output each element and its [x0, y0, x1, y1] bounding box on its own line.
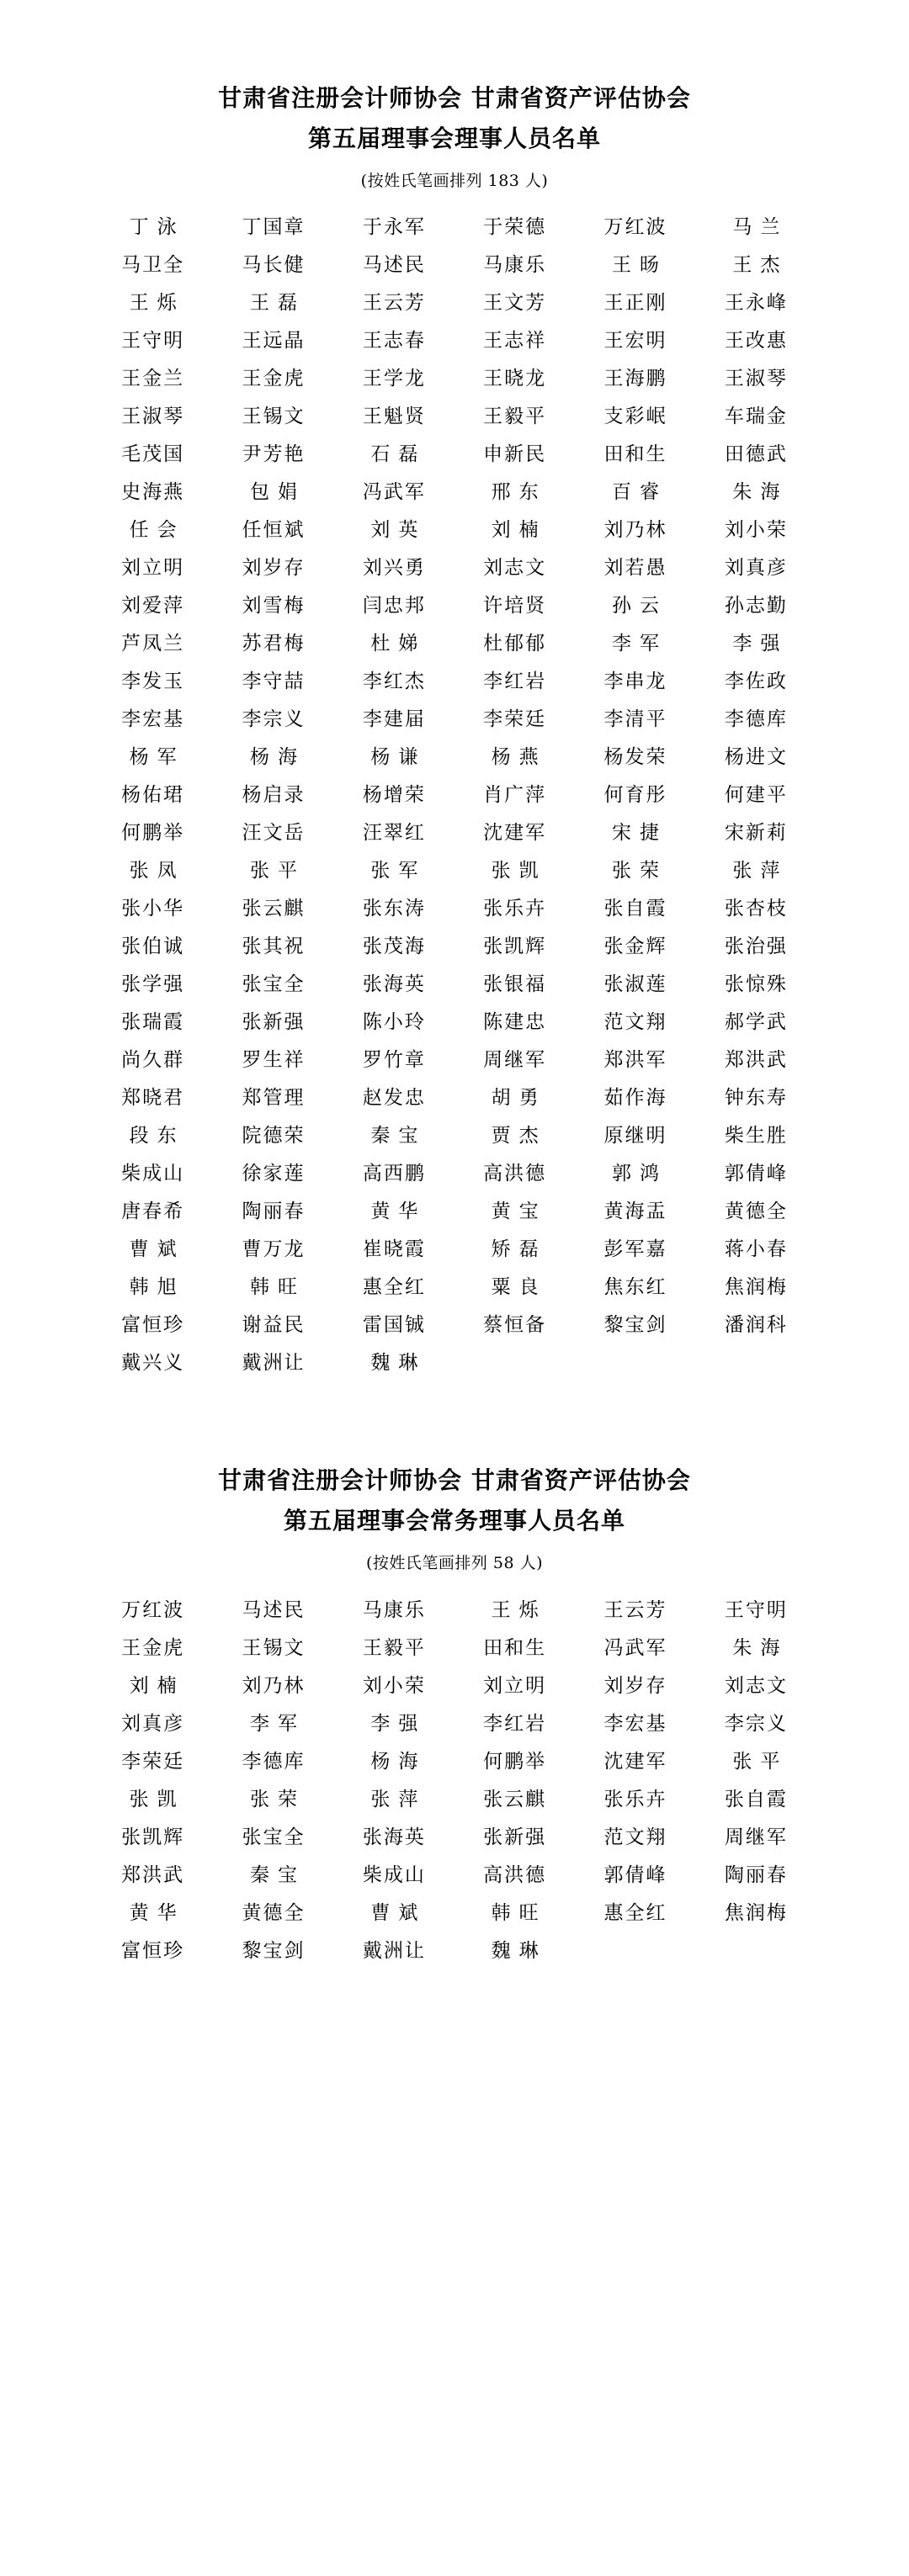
- name-cell: 李德库: [724, 708, 788, 731]
- name-cell: 李军: [249, 1712, 306, 1735]
- name-cell: 杨燕: [491, 746, 547, 769]
- name-cell: 许培贤: [483, 595, 547, 617]
- name-cell: 黄华: [370, 1201, 427, 1223]
- name-cell: 张萍: [732, 860, 789, 883]
- name-cell: 马述民: [362, 254, 426, 277]
- name-cell: 黎宝剑: [242, 1939, 306, 1962]
- name-cell: 张凯: [491, 860, 547, 883]
- name-cell: 冯武军: [362, 481, 426, 504]
- name-cell: 张学强: [121, 973, 185, 996]
- name-cell: 张瑞霞: [121, 1011, 185, 1034]
- name-cell: 蔡恒备: [483, 1314, 547, 1337]
- page-title: 甘肃省注册会计师协会 甘肃省资产评估协会: [218, 84, 691, 112]
- name-cell: 李宏基: [603, 1712, 667, 1735]
- name-cell: 何鹏举: [121, 822, 185, 845]
- name-cell: 包娟: [249, 481, 306, 504]
- name-cell: 张其祝: [242, 936, 306, 958]
- name-cell: 李佐政: [724, 671, 788, 693]
- name-cell: 雷国铖: [362, 1314, 426, 1337]
- name-cell: 李德库: [242, 1750, 306, 1773]
- name-cell: 石磊: [370, 443, 427, 466]
- name-cell: 李宗义: [724, 1712, 788, 1735]
- name-cell: 丁国章: [242, 216, 306, 239]
- name-cell: 陶丽春: [724, 1863, 788, 1886]
- name-cell: 张乐卉: [603, 1788, 667, 1810]
- name-cell: 任恒斌: [242, 519, 306, 542]
- name-grid-standing-directors: [93, 1592, 816, 1970]
- name-cell: 焦润梅: [724, 1276, 788, 1299]
- name-cell: 杨增荣: [362, 784, 426, 807]
- name-cell: 潘润科: [724, 1314, 788, 1337]
- name-cell: 陈小玲: [362, 1011, 426, 1034]
- name-cell: 李建届: [362, 708, 426, 731]
- name-cell: 韩旺: [491, 1901, 547, 1924]
- name-cell: 矫磊: [491, 1238, 547, 1261]
- name-cell: 周继军: [483, 1049, 547, 1072]
- name-grid-directors: [93, 209, 816, 1382]
- name-cell: 杜娣: [370, 633, 427, 655]
- name-cell: 戴洲让: [362, 1939, 426, 1962]
- name-cell: 刘真彦: [121, 1712, 185, 1735]
- name-cell: 秦宝: [249, 1863, 306, 1886]
- name-cell: 郑洪武: [724, 1049, 788, 1072]
- name-cell: 汪翠红: [362, 822, 426, 845]
- page-subtitle: 第五届理事会理事人员名单: [307, 125, 601, 152]
- name-cell: 刘兴勇: [362, 557, 426, 580]
- name-cell: 张凯: [129, 1788, 185, 1810]
- name-cell: 郝学武: [724, 1011, 788, 1034]
- name-cell: 车瑞金: [724, 405, 788, 428]
- name-cell: 张海英: [362, 1826, 426, 1848]
- name-cell: 万红波: [603, 216, 667, 239]
- name-cell: 黄华: [129, 1901, 185, 1924]
- name-cell: 刘真彦: [724, 557, 788, 580]
- name-cell: 杨海: [370, 1750, 427, 1773]
- name-cell: 李红岩: [483, 671, 547, 693]
- name-cell: 百睿: [611, 481, 667, 504]
- name-cell: 丁泳: [129, 216, 185, 239]
- name-cell: 杨海: [249, 746, 306, 769]
- name-cell: 杨佑珺: [121, 784, 185, 807]
- name-cell: 陈建忠: [483, 1011, 547, 1034]
- name-cell: 高西鹏: [362, 1163, 426, 1185]
- name-cell: 郭鸿: [611, 1163, 667, 1185]
- name-cell: 王金虎: [242, 368, 306, 390]
- name-cell: 黄宝: [491, 1201, 547, 1223]
- name-cell: 刘立明: [483, 1674, 547, 1697]
- name-cell: 张宝全: [242, 1826, 306, 1848]
- name-cell: 张金辉: [603, 936, 667, 958]
- name-cell: 王淑琴: [724, 368, 788, 390]
- name-cell: 张凯辉: [121, 1826, 185, 1848]
- name-cell: 张海英: [362, 973, 426, 996]
- name-cell: 宋捷: [611, 822, 667, 845]
- name-cell: 柴成山: [362, 1863, 426, 1886]
- name-cell: 尚久群: [121, 1049, 185, 1072]
- name-cell: 刘楠: [129, 1674, 185, 1697]
- name-cell: 王云芳: [362, 292, 426, 315]
- name-cell: 张凯辉: [483, 936, 547, 958]
- name-cell: 焦东红: [603, 1276, 667, 1299]
- name-cell: 朱海: [732, 1636, 789, 1659]
- name-cell: 何建平: [724, 784, 788, 807]
- name-cell: 李清平: [603, 708, 667, 731]
- name-cell: 王改惠: [724, 330, 788, 352]
- name-cell: 张凤: [129, 860, 185, 883]
- name-cell: 刘岁存: [603, 1674, 667, 1697]
- name-cell: 李强: [732, 633, 789, 655]
- name-cell: 闫忠邦: [362, 595, 426, 617]
- name-cell: 曹斌: [129, 1238, 185, 1261]
- name-cell: 王杰: [732, 254, 789, 277]
- name-cell: 张杏枝: [724, 898, 788, 920]
- name-cell: 马康乐: [483, 254, 547, 277]
- name-cell: 赵发忠: [362, 1087, 426, 1110]
- name-cell: 秦宝: [370, 1125, 427, 1148]
- name-cell: 李发玉: [121, 671, 185, 693]
- name-cell: 马康乐: [362, 1598, 426, 1621]
- name-cell: 王宏明: [603, 330, 667, 352]
- name-cell: 张小华: [121, 898, 185, 920]
- name-cell: 刘志文: [724, 1674, 788, 1697]
- name-cell: 申新民: [483, 443, 547, 466]
- name-cell: 张军: [370, 860, 427, 883]
- name-cell: 戴兴义: [121, 1352, 185, 1375]
- name-cell: 柴生胜: [724, 1125, 788, 1148]
- name-cell: 田德武: [724, 443, 788, 466]
- name-cell: 张云麒: [242, 898, 306, 920]
- name-cell: 韩旭: [129, 1276, 185, 1299]
- name-cell: 毛茂国: [121, 443, 185, 466]
- name-cell: 王金兰: [121, 368, 185, 390]
- name-cell: 王烁: [129, 292, 185, 315]
- name-cell: 马长健: [242, 254, 306, 277]
- name-cell: 杨启录: [242, 784, 306, 807]
- name-cell: 韩旺: [249, 1276, 306, 1299]
- name-cell: 戴洲让: [242, 1352, 306, 1375]
- name-cell: 李红杰: [362, 671, 426, 693]
- name-cell: 郑洪军: [603, 1049, 667, 1072]
- name-cell: 马述民: [242, 1598, 306, 1621]
- name-cell: 刘乃林: [603, 519, 667, 542]
- name-cell: 惠全红: [603, 1901, 667, 1924]
- ordering-note-2: (按姓氏笔画排列 58 人): [365, 1554, 544, 1573]
- name-cell: 郑晓君: [121, 1087, 185, 1110]
- name-cell: 刘岁存: [242, 557, 306, 580]
- name-cell: 范文翔: [603, 1011, 667, 1034]
- name-cell: 刘雪梅: [242, 595, 306, 617]
- name-cell: 王守明: [121, 330, 185, 352]
- name-cell: 冯武军: [603, 1636, 667, 1659]
- name-cell: 惠全红: [362, 1276, 426, 1299]
- name-cell: 郭倩峰: [724, 1163, 788, 1185]
- name-cell: 李强: [370, 1712, 427, 1735]
- name-cell: 王晓龙: [483, 368, 547, 390]
- name-cell: 周继军: [724, 1826, 788, 1848]
- name-cell: 汪文岳: [242, 822, 306, 845]
- name-cell: 王磊: [249, 292, 306, 315]
- name-cell: 张银福: [483, 973, 547, 996]
- name-cell: 王锡文: [242, 405, 306, 428]
- name-cell: 谢益民: [242, 1314, 306, 1337]
- name-cell: 肖广萍: [483, 784, 547, 807]
- name-cell: 王远晶: [242, 330, 306, 352]
- name-cell: 唐春希: [121, 1201, 185, 1223]
- name-cell: 茹作海: [603, 1087, 667, 1110]
- name-cell: 王志祥: [483, 330, 547, 352]
- name-cell: 何鹏举: [483, 1750, 547, 1773]
- ordering-note: (按姓氏笔画排列 183 人): [360, 172, 549, 190]
- name-cell: 王金虎: [121, 1636, 185, 1659]
- name-cell: 王锡文: [242, 1636, 306, 1659]
- name-cell: 刘小荣: [362, 1674, 426, 1697]
- name-cell: 曹万龙: [242, 1238, 306, 1261]
- name-cell: 黄德全: [724, 1201, 788, 1223]
- name-cell: 张茂海: [362, 936, 426, 958]
- name-cell: 柴成山: [121, 1163, 185, 1185]
- name-cell: 李军: [611, 633, 667, 655]
- name-cell: 马卫全: [121, 254, 185, 277]
- name-cell: 李宏基: [121, 708, 185, 731]
- name-cell: 张荣: [611, 860, 667, 883]
- name-cell: 院德荣: [242, 1125, 306, 1148]
- name-cell: 万红波: [121, 1598, 185, 1621]
- name-cell: 杨谦: [370, 746, 427, 769]
- name-cell: 邢东: [491, 481, 547, 504]
- name-cell: 张东涛: [362, 898, 426, 920]
- name-cell: 王志春: [362, 330, 426, 352]
- name-cell: 李荣廷: [121, 1750, 185, 1773]
- name-cell: 刘楠: [491, 519, 547, 542]
- name-cell: 刘若愚: [603, 557, 667, 580]
- name-cell: 范文翔: [603, 1826, 667, 1848]
- name-cell: 李红岩: [483, 1712, 547, 1735]
- name-cell: 段东: [129, 1125, 185, 1148]
- name-cell: 刘立明: [121, 557, 185, 580]
- name-cell: 张新强: [242, 1011, 306, 1034]
- name-cell: 魏琳: [370, 1352, 427, 1375]
- name-cell: 田和生: [603, 443, 667, 466]
- name-cell: 钟东寿: [724, 1087, 788, 1110]
- name-cell: 王学龙: [362, 368, 426, 390]
- name-cell: 张淑莲: [603, 973, 667, 996]
- name-cell: 张治强: [724, 936, 788, 958]
- name-cell: 郑洪武: [121, 1863, 185, 1886]
- name-cell: 刘英: [370, 519, 427, 542]
- name-cell: 王守明: [724, 1598, 788, 1621]
- name-cell: 张云麒: [483, 1788, 547, 1810]
- section-standing-directors: [93, 1463, 816, 1969]
- name-cell: 杨军: [129, 746, 185, 769]
- name-cell: 杨进文: [724, 746, 788, 769]
- name-cell: 张宝全: [242, 973, 306, 996]
- name-cell: 于荣德: [483, 216, 547, 239]
- name-cell: 贾杰: [491, 1125, 547, 1148]
- name-cell: 张新强: [483, 1826, 547, 1848]
- name-cell: 原继明: [603, 1125, 667, 1148]
- name-cell: 李荣廷: [483, 708, 547, 731]
- name-cell: 胡勇: [491, 1087, 547, 1110]
- name-cell: 张伯诚: [121, 936, 185, 958]
- name-cell: 黄海盂: [603, 1201, 667, 1223]
- name-cell: 王旸: [611, 254, 667, 277]
- name-cell: 张平: [732, 1750, 789, 1773]
- name-cell: 高洪德: [483, 1163, 547, 1185]
- name-cell: 史海燕: [121, 481, 185, 504]
- name-cell: 苏君梅: [242, 633, 306, 655]
- name-cell: 王毅平: [483, 405, 547, 428]
- page-subtitle-2: 第五届理事会常务理事人员名单: [283, 1507, 625, 1535]
- name-cell: 刘小荣: [724, 519, 788, 542]
- name-cell: 王烁: [491, 1598, 547, 1621]
- name-cell: 彭军嘉: [603, 1238, 667, 1261]
- name-cell: 王永峰: [724, 292, 788, 315]
- name-cell: 李宗义: [242, 708, 306, 731]
- name-cell: 李守喆: [242, 671, 306, 693]
- name-cell: 芦凤兰: [121, 633, 185, 655]
- name-cell: 高洪德: [483, 1863, 547, 1886]
- name-cell: 魏琳: [491, 1939, 547, 1962]
- name-cell: 沈建军: [603, 1750, 667, 1773]
- name-cell: 崔晓霞: [362, 1238, 426, 1261]
- name-cell: 王魁贤: [362, 405, 426, 428]
- name-cell: 张自霞: [724, 1788, 788, 1810]
- name-cell: 王海鹏: [603, 368, 667, 390]
- name-cell: 宋新莉: [724, 822, 788, 845]
- name-cell: 张惊殊: [724, 973, 788, 996]
- name-cell: 李串龙: [603, 671, 667, 693]
- name-cell: 于永军: [362, 216, 426, 239]
- name-cell: 张荣: [249, 1788, 306, 1810]
- name-cell: 焦润梅: [724, 1901, 788, 1924]
- name-cell: 任会: [129, 519, 185, 542]
- name-cell: 支彩岷: [603, 405, 667, 428]
- name-cell: 王淑琴: [121, 405, 185, 428]
- name-cell: 罗生祥: [242, 1049, 306, 1072]
- name-cell: 王云芳: [603, 1598, 667, 1621]
- name-cell: 富恒珍: [121, 1314, 185, 1337]
- name-cell: 郑管理: [242, 1087, 306, 1110]
- name-cell: 朱海: [732, 481, 789, 504]
- section-directors: [93, 81, 816, 1382]
- name-cell: 蒋小春: [724, 1238, 788, 1261]
- name-cell: 徐家莲: [242, 1163, 306, 1185]
- name-cell: 张平: [249, 860, 306, 883]
- name-cell: 黄德全: [242, 1901, 306, 1924]
- name-cell: 马兰: [732, 216, 789, 239]
- name-cell: 王毅平: [362, 1636, 426, 1659]
- name-cell: 曹斌: [370, 1901, 427, 1924]
- name-cell: 黎宝剑: [603, 1314, 667, 1337]
- name-cell: 罗竹章: [362, 1049, 426, 1072]
- name-cell: 陶丽春: [242, 1201, 306, 1223]
- name-cell: 杨发荣: [603, 746, 667, 769]
- name-cell: 刘爱萍: [121, 595, 185, 617]
- name-cell: 粟良: [491, 1276, 547, 1299]
- name-cell: 王文芳: [483, 292, 547, 315]
- name-cell: 何育彤: [603, 784, 667, 807]
- name-cell: 孙志勤: [724, 595, 788, 617]
- name-cell: 郭倩峰: [603, 1863, 667, 1886]
- name-cell: 张萍: [370, 1788, 427, 1810]
- name-cell: 王正刚: [603, 292, 667, 315]
- name-cell: 张乐卉: [483, 898, 547, 920]
- name-cell: 刘乃林: [242, 1674, 306, 1697]
- name-cell: 富恒珍: [121, 1939, 185, 1962]
- name-cell: 田和生: [483, 1636, 547, 1659]
- name-cell: 张自霞: [603, 898, 667, 920]
- name-cell: 沈建军: [483, 822, 547, 845]
- name-cell: 尹芳艳: [242, 443, 306, 466]
- name-cell: 孙云: [611, 595, 667, 617]
- page-title-2: 甘肃省注册会计师协会 甘肃省资产评估协会: [218, 1466, 691, 1495]
- name-cell: 杜郁郁: [483, 633, 547, 655]
- name-cell: 刘志文: [483, 557, 547, 580]
